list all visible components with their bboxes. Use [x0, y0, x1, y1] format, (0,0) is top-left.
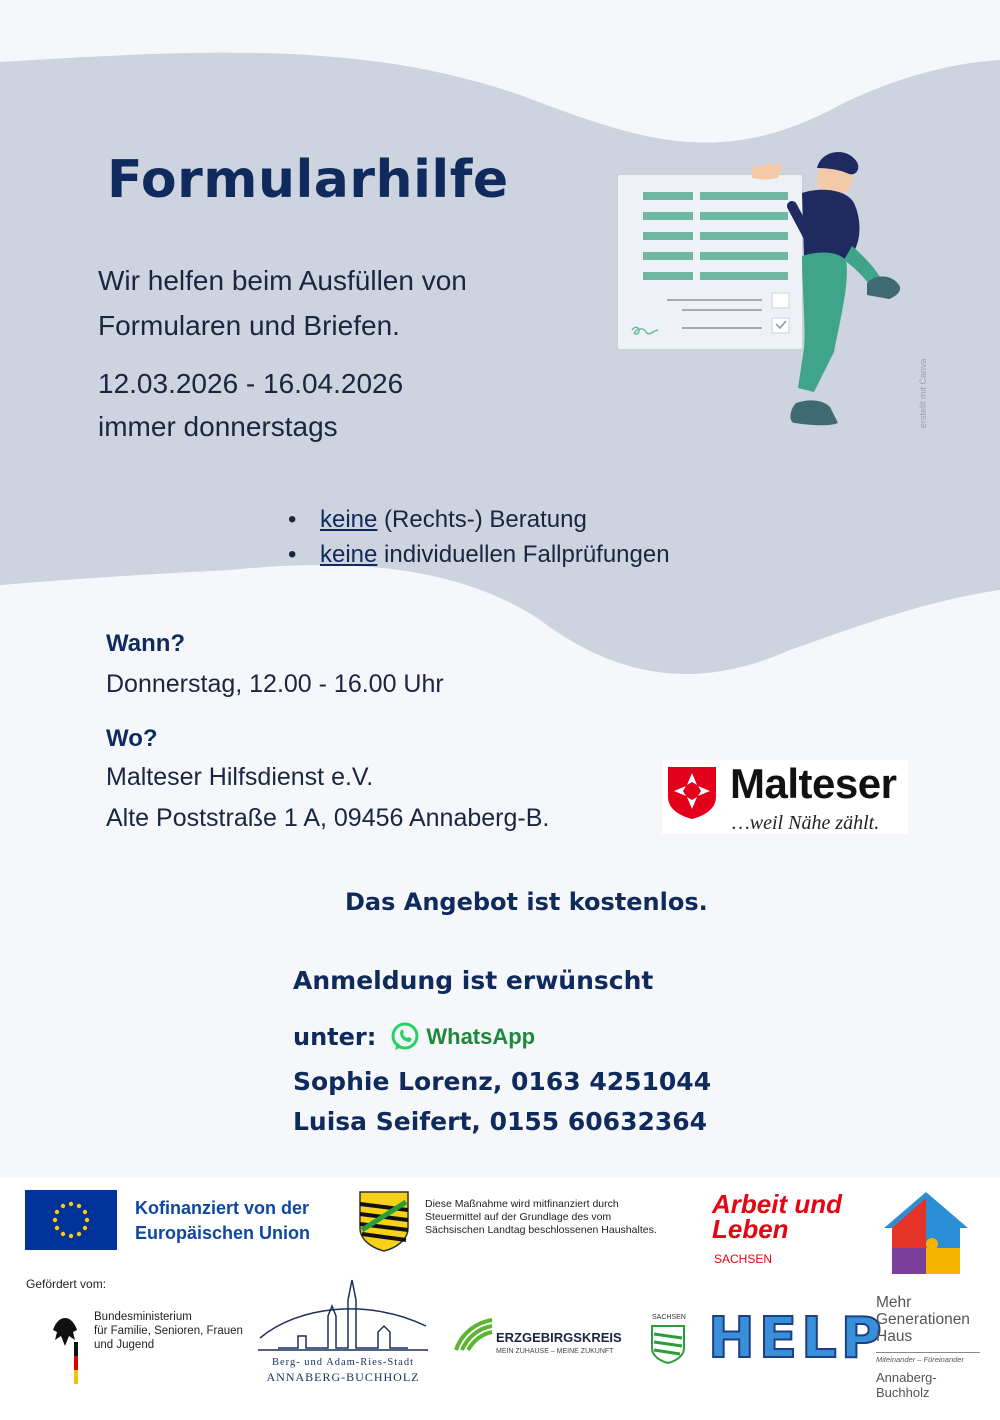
sachsen-small-label: SACHSEN [652, 1314, 686, 1321]
eu-text: Kofinanziert von der Europäischen Union [135, 1198, 311, 1243]
address-line: Alte Poststraße 1 A, 09456 Annaberg-B. [106, 804, 550, 832]
whatsapp-icon [390, 1022, 420, 1052]
list-item: • keine (Rechts-) Beratung [288, 502, 670, 537]
sachsen-small-crest-icon [650, 1324, 686, 1364]
date-range: 12.03.2026 - 16.04.2026 [98, 368, 404, 399]
saxony-text: Diese Maßnahme wird mitfinanziert durch Steuermittel auf der Grundlage des vom Sächsischen Landtag beschlossenen Haushaltes. [425, 1198, 657, 1236]
eu-flag-icon [25, 1190, 117, 1250]
erzgebirgskreis-name: ERZGEBIRGSKREIS [496, 1330, 622, 1345]
offer-text: Das Angebot ist kostenlos. [345, 888, 708, 916]
arbeit-und-leben-sub: SACHSEN [714, 1252, 773, 1266]
contact-line: Sophie Lorenz, 0163 4251044 [293, 1067, 712, 1096]
form-illustration [612, 148, 947, 443]
arbeit-und-leben-logo: Arbeit und Leben [712, 1189, 842, 1244]
mgh-city: Annaberg- Buchholz [876, 1370, 937, 1400]
when-value: Donnerstag, 12.00 - 16.00 Uhr [106, 670, 444, 698]
city-skyline-icon [258, 1276, 428, 1356]
mgh-logo: Mehr Generationen Haus [876, 1294, 970, 1345]
registration-heading: Anmeldung ist erwünscht [293, 966, 654, 995]
malteser-cross-icon [664, 763, 720, 819]
intro-line: Wir helfen beim Ausfüllen von [98, 265, 467, 296]
schedule: immer donnerstags [98, 411, 338, 442]
intro-text [98, 258, 467, 348]
contact-list [293, 1062, 711, 1142]
where-label: Wo? [106, 725, 158, 752]
date-info [98, 362, 403, 448]
intro-line: Formularen und Briefen. [98, 310, 400, 341]
whatsapp-label: WhatsApp [426, 1024, 536, 1049]
image-credit: erstellt mit Canva [918, 358, 928, 428]
via-label: unter: [293, 1023, 377, 1051]
contact-line: Luisa Seifert, 0155 60632364 [293, 1107, 708, 1136]
list-item: • keine individuellen Fallprüfungen [288, 537, 670, 572]
erzgebirgskreis-icon [454, 1318, 494, 1352]
bmfsfj-text: Bundesministerium für Familie, Senioren, Frauen und Jugend [94, 1311, 243, 1351]
saxony-crest-icon [358, 1190, 410, 1252]
registration-via [293, 1022, 535, 1052]
malteser-logo [662, 760, 908, 834]
help-logo: HELP [708, 1306, 886, 1371]
federal-eagle-icon [50, 1314, 80, 1386]
puzzle-house-icon [880, 1188, 972, 1280]
city-name: Berg- und Adam-Ries-Stadt ANNABERG-BUCHHOLZ [266, 1357, 420, 1384]
erzgebirgskreis-sub: MEIN ZUHAUSE – MEINE ZUKUNFT [496, 1348, 614, 1355]
mgh-tagline: Miteinander – Füreinander [876, 1352, 980, 1364]
funded-by-label: Gefördert vom: [26, 1277, 107, 1291]
page-title: Formularhilfe [107, 150, 509, 210]
when-label: Wann? [106, 630, 186, 657]
malteser-tagline: …weil Nähe zählt. [732, 812, 880, 834]
malteser-name: Malteser [730, 760, 897, 807]
where-address [106, 757, 549, 839]
notes-list [288, 502, 670, 572]
address-line: Malteser Hilfsdienst e.V. [106, 763, 374, 791]
